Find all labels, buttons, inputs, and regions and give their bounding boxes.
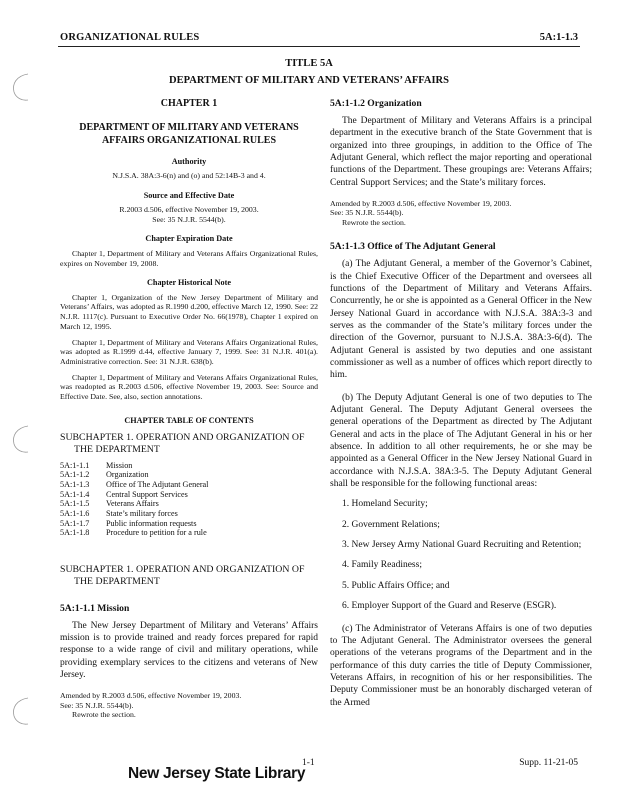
amendment-note: Amended by R.2003 d.506, effective November 19, 2003. (60, 691, 242, 701)
history-heading: Chapter Historical Note (147, 278, 231, 288)
toc-item[interactable] (60, 499, 318, 509)
section-heading-adjutant-general: 5A:1-1.3 Office of The Adjutant General (330, 241, 496, 253)
toc-item[interactable] (60, 480, 318, 490)
section-heading-organization: 5A:1-1.2 Organization (330, 98, 422, 109)
toc-item-title: State’s military forces (106, 509, 178, 519)
toc-heading: CHAPTER TABLE OF CONTENTS (124, 415, 254, 425)
toc-item[interactable] (60, 470, 318, 480)
section-body-organization: The Department of Military and Veterans Affairs is a principal department in the executive branch of the State Government that is organized into three groupings, in addition to the Office of The Adjutant General, which reflect the major reporting and operational functions of the Department. These groupings are: Veterans Affairs; Central Support Services; and the State’s military forces. (330, 116, 592, 188)
toc-item-number: 5A:1-1.8 (60, 528, 90, 538)
list-item: 6. Employer Support of the Guard and Reserve (ESGR). (342, 601, 557, 612)
toc-item-number: 5A:1-1.3 (60, 480, 90, 490)
subsection-c: (c) The Administrator of Veterans Affairs is one of two deputies to The Adjutant General. The Administrator oversees the general operations of the veterans programs of the Department and in the performance of this duty carries the title of Deputy Commissioner, Veterans Affairs, in recognition of his or her responsibilities. The Deputy Commissioner must be an honorably discharged veteran of the Armed (330, 623, 592, 708)
toc-item-number: 5A:1-1.4 (60, 489, 90, 499)
subchapter-heading: SUBCHAPTER 1. OPERATION AND ORGANIZATION OF THE DEPARTMENT (60, 564, 305, 588)
toc-item[interactable] (60, 490, 318, 500)
toc-item-title: Office of The Adjutant General (106, 480, 209, 490)
toc-item-title: Mission (106, 460, 133, 470)
toc-item-number: 5A:1-1.6 (60, 509, 90, 519)
source-text: R.2003 d.506, effective November 19, 2003. (119, 204, 259, 214)
right-column (330, 98, 592, 709)
page-number: 1-1 (302, 758, 315, 768)
list-item: 5. Public Affairs Office; and (342, 580, 450, 591)
authority-heading: Authority (171, 156, 207, 166)
binder-hole-mark (8, 694, 34, 728)
library-stamp: New Jersey State Library (128, 765, 306, 782)
source-citation: See: 35 N.J.R. 5544(b). (152, 214, 226, 224)
history-paragraph: Chapter 1, Department of Military and Veterans Affairs Organizational Rules, was adopted as R.1999 d.44, effective January 7, 1999. See: 31 N.J.R. 401(a). Administrative correction. See: 31 N.J.R. 638(b). (60, 337, 318, 366)
source-heading: Source and Effective Date (143, 190, 235, 200)
amendment-citation: See: 35 N.J.R. 5544(b). (330, 208, 404, 218)
toc-item-title: Procedure to petition for a rule (106, 528, 207, 538)
history-paragraph: Chapter 1, Department of Military and Veterans Affairs Organizational Rules, was readopted as R.2003 d.506, effective November 19, 2003. See: Source and Effective Date. See, also, section annotations. (60, 372, 318, 402)
toc-item-title: Public information requests (106, 518, 197, 528)
amendment-description: Rewrote the section. (72, 710, 136, 720)
functional-areas-list (330, 498, 592, 612)
list-item: 3. New Jersey Army National Guard Recruiting and Retention; (342, 540, 582, 551)
list-item: 4. Family Readiness; (342, 560, 422, 571)
section-body-mission: The New Jersey Department of Military and Veterans’ Affairs mission is to provide trained and ready forces prepared for rapid response to a wide range of civil and military operations, while providing exemplary services to the citizens and veterans of New Jersey. (60, 620, 318, 681)
authority-text: N.J.S.A. 38A:3-6(n) and (o) and 52:14B-3 and 4. (112, 170, 266, 180)
toc-item[interactable] (60, 519, 318, 529)
toc-item-title: Central Support Services (106, 489, 188, 499)
section-heading-mission: 5A:1-1.1 Mission (60, 602, 130, 614)
list-item: 1. Homeland Security; (342, 499, 428, 510)
toc-item-number: 5A:1-1.2 (60, 470, 90, 480)
header-rule (58, 46, 580, 47)
toc-item-title: Veterans Affairs (106, 499, 159, 509)
expiration-text: Chapter 1, Department of Military and Veterans Affairs Organizational Rules, expires on November 19, 2008. (60, 248, 318, 268)
list-item: 2. Government Relations; (342, 519, 440, 530)
title-number: TITLE 5A (285, 58, 333, 69)
running-header-left: ORGANIZATIONAL RULES (60, 32, 200, 43)
toc-item[interactable] (60, 509, 318, 519)
toc-item-title: Organization (106, 470, 149, 480)
title-name: DEPARTMENT OF MILITARY AND VETERANS’ AFFAIRS (169, 75, 449, 86)
toc-item-number: 5A:1-1.5 (60, 499, 90, 509)
history-paragraph: Chapter 1, Organization of the New Jersey Department of Military and Veterans’ Affairs, was adopted as R.1990 d.200, effective March 12, 1990. See: 22 N.J.R. 1117(c). Pursuant to Executive Order No. 66(1978), Chapter 1 expired on March 12, 1995. (60, 292, 318, 331)
expiration-heading: Chapter Expiration Date (145, 234, 233, 244)
amendment-description: Rewrote the section. (342, 217, 406, 227)
left-column (60, 98, 318, 719)
subsection-b: (b) The Deputy Adjutant General is one of two deputies to The Adjutant General. The Deputy Adjutant General oversees the general operations of the Department as directed by The Adjutant General and acts in the place of The Adjutant General in his or her absence. In addition to all other requirements, he or she may be appointed as a General Officer in the New Jersey National Guard in accordance with N.J.S.A. 38A:3-5. The Deputy Adjutant General shall be responsible for the following functional areas: (330, 392, 592, 490)
running-header-right: 5A:1-1.3 (539, 32, 578, 43)
amendment-citation: See: 35 N.J.R. 5544(b). (60, 700, 134, 710)
amendment-note: Amended by R.2003 d.506, effective November 19, 2003. (330, 199, 512, 209)
toc-item[interactable] (60, 461, 318, 471)
supplement-date: Supp. 11-21-05 (519, 758, 578, 768)
binder-hole-mark (8, 422, 34, 456)
chapter-title: DEPARTMENT OF MILITARY AND VETERANS AFFAIRS ORGANIZATIONAL RULES (79, 121, 299, 146)
toc-subchapter: SUBCHAPTER 1. OPERATION AND ORGANIZATION OF THE DEPARTMENT (60, 432, 305, 456)
chapter-number: CHAPTER 1 (160, 98, 218, 109)
table-of-contents (60, 461, 318, 538)
toc-item-number: 5A:1-1.7 (60, 518, 90, 528)
subsection-a: (a) The Adjutant General, a member of the Governor’s Cabinet, is the Chief Executive Officer of the Department and oversees all functions of the Department of Military and Veterans Affairs. Concurrently, he or she is appointed as a General Officer in the New Jersey National Guard in accordance with N.J.S.A. 38A:3-3 and serves as the commander of the State’s military forces under the direction of the Governor, pursuant to N.J.S.A. 38A:3-6(d). The Adjutant General is assisted by two deputies and one assistant commissioner as well as a number of offices which report directly to him. (330, 259, 592, 381)
toc-item-number: 5A:1-1.1 (60, 460, 90, 470)
binder-hole-mark (8, 70, 34, 104)
toc-item[interactable] (60, 528, 318, 538)
